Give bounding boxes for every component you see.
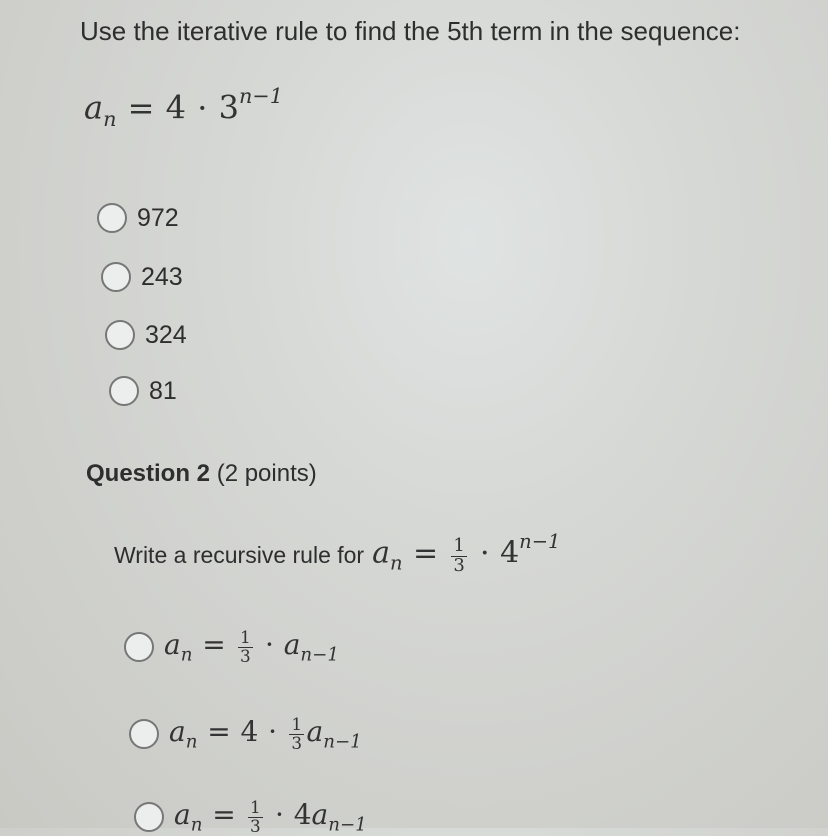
- q2-option-2[interactable]: [129, 715, 362, 752]
- formula-dot: ·: [268, 715, 278, 748]
- radio-button[interactable]: [129, 719, 159, 749]
- radio-button[interactable]: [134, 802, 164, 832]
- fraction-numerator: 1: [240, 626, 251, 647]
- formula-fraction: [248, 796, 263, 836]
- formula-sub: n: [190, 814, 203, 836]
- formula-coef: 4: [240, 715, 259, 748]
- radio-button[interactable]: [109, 376, 139, 406]
- formula-exp: n−1: [238, 84, 283, 108]
- formula-dot: ·: [480, 535, 490, 571]
- formula-sub: n: [185, 731, 198, 753]
- question2-prompt-text: Write a recursive rule for: [114, 541, 365, 568]
- formula-rhs-sub: n−1: [328, 814, 367, 836]
- formula-sub: n: [389, 551, 403, 575]
- fraction-denominator: 3: [240, 645, 251, 666]
- formula-rhs-sub: n−1: [300, 644, 339, 666]
- fraction-numerator: 1: [453, 534, 465, 556]
- formula-rhs-var: a: [283, 628, 301, 661]
- question2-prompt: [114, 530, 560, 576]
- formula-eq: =: [127, 88, 155, 127]
- formula-base: 4: [500, 535, 520, 571]
- option-972[interactable]: [97, 203, 179, 233]
- question2-formula: [372, 530, 560, 576]
- q2-option-1[interactable]: [124, 628, 339, 665]
- formula-var: a: [84, 88, 104, 127]
- option-243[interactable]: [101, 262, 183, 292]
- formula-sub: n: [180, 644, 193, 666]
- fraction-numerator: 1: [250, 796, 261, 817]
- formula-exp: n−1: [519, 530, 561, 553]
- formula-coef: 4: [165, 88, 187, 127]
- formula-eq: =: [202, 628, 226, 661]
- formula-eq: =: [207, 715, 231, 748]
- radio-button[interactable]: [101, 262, 131, 292]
- question1-formula: [84, 84, 283, 131]
- formula-fraction: [451, 534, 466, 576]
- formula-rhs-var: a: [306, 715, 324, 748]
- formula-var: a: [372, 535, 390, 571]
- formula-dot: ·: [265, 628, 274, 661]
- option-label: 324: [145, 320, 187, 349]
- option-formula: [169, 715, 362, 752]
- fraction-denominator: 3: [453, 554, 465, 576]
- formula-var: a: [164, 628, 181, 661]
- formula-var: a: [169, 715, 186, 748]
- question2-points: (2 points): [216, 460, 317, 487]
- radio-button[interactable]: [97, 203, 127, 233]
- fraction-numerator: 1: [291, 713, 303, 734]
- q2-option-3[interactable]: [134, 798, 367, 835]
- formula-rhs-var: a: [311, 798, 329, 831]
- option-label: 81: [149, 376, 177, 405]
- option-label: 243: [141, 262, 183, 291]
- formula-dot: ·: [275, 798, 284, 831]
- fraction-denominator: 3: [291, 732, 303, 753]
- fraction-denominator: 3: [250, 815, 261, 836]
- radio-button[interactable]: [105, 320, 135, 350]
- formula-sub: n: [103, 106, 117, 131]
- option-formula: [164, 628, 339, 665]
- question2-title: [86, 460, 317, 488]
- question1-prompt: Use the iterative rule to find the 5th term in the sequence:: [80, 16, 741, 46]
- formula-eq: =: [212, 798, 236, 831]
- formula-fraction: [289, 713, 304, 753]
- formula-fraction: [238, 626, 253, 666]
- option-formula: [174, 798, 367, 835]
- option-81[interactable]: [109, 376, 177, 406]
- question2-number: Question 2: [86, 460, 211, 487]
- formula-rhs-sub: n−1: [323, 731, 362, 753]
- formula-var: a: [174, 798, 191, 831]
- formula-dot: ·: [197, 88, 208, 127]
- formula-base: 3: [218, 88, 239, 127]
- formula-coef: 4: [293, 798, 312, 831]
- option-label: 972: [137, 203, 179, 232]
- radio-button[interactable]: [124, 632, 154, 662]
- formula-eq: =: [413, 535, 439, 571]
- option-324[interactable]: [105, 320, 187, 350]
